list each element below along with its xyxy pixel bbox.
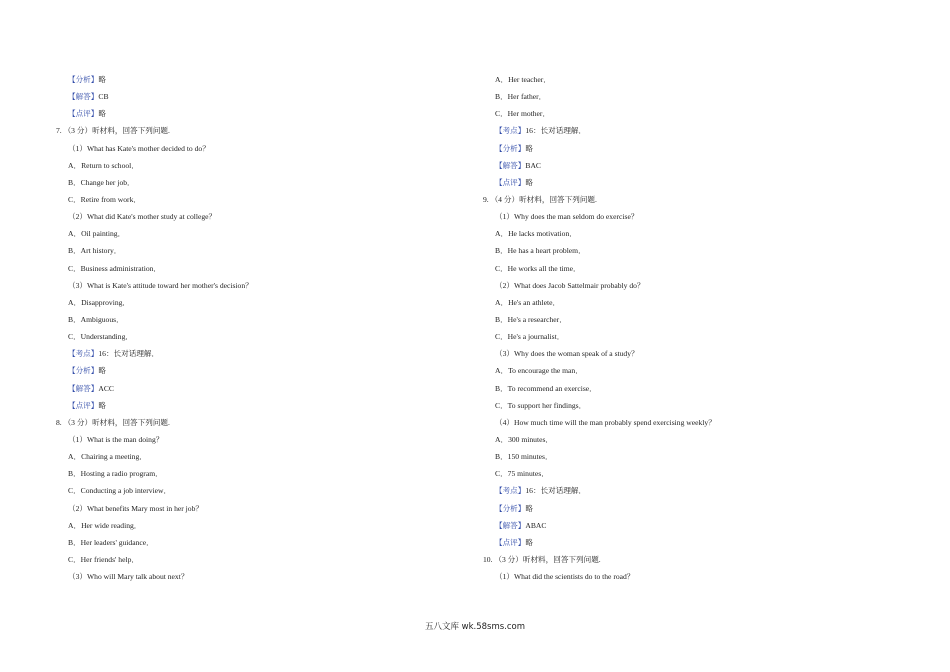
answer-option: C．Her mother． [495, 109, 551, 119]
sub-question: （1）What has Kate's mother decided to do？ [68, 143, 210, 153]
answer-option: C．To support her findings． [495, 400, 587, 410]
answer-option: C．75 minutes． [495, 469, 549, 479]
sub-question: （4）How much time will the man probably spend exercising weekly？ [495, 417, 716, 427]
tag-text: 略 [98, 75, 106, 84]
tag-label: 【考点】 [68, 349, 99, 359]
tag-text: CB [98, 92, 109, 102]
answer-option: A．Her teacher． [495, 75, 551, 84]
tag-text: 16：长对话理解． [525, 486, 587, 496]
answer-tag-line [56, 345, 456, 362]
answer-option: B．Change her job． [68, 177, 135, 187]
answer-option: C．Her friends' help． [68, 554, 139, 564]
answer-tag-line [483, 174, 903, 191]
tag-label: 【解答】 [68, 92, 99, 102]
answer-option: B．He's a researcher． [495, 314, 567, 324]
answer-option: C．He works all the time． [495, 263, 581, 273]
tag-text: ABAC [525, 520, 547, 530]
answer-tag-line [56, 105, 456, 122]
sub-question: （3）Who will Mary talk about next？ [68, 572, 189, 582]
sub-question: （2）What does Jacob Sattelmair probably do？ [495, 280, 645, 290]
answer-option: B．Ambiguous． [68, 314, 124, 324]
answer-tag-line [483, 517, 903, 534]
answer-option: C．Retire from work． [68, 194, 141, 204]
answer-option: A．To encourage the man． [495, 366, 583, 376]
answer-option: B．He has a heart problem． [495, 246, 586, 256]
answer-option: A．He's an athlete． [495, 297, 561, 307]
question-heading: 7. （3 分）听材料，回答下列问题. [56, 126, 170, 136]
tag-label: 【点评】 [68, 400, 99, 410]
answer-tag-line [483, 122, 903, 139]
sub-question: （1）What is the man doing？ [68, 434, 164, 444]
question-heading: 8. （3 分）听材料，回答下列问题. [56, 417, 170, 427]
answer-option: A．Disapproving． [68, 297, 131, 307]
left-column [56, 71, 456, 585]
answer-tag-line [483, 140, 903, 157]
answer-tag-line [483, 534, 903, 551]
answer-tag-line [483, 500, 903, 517]
tag-text: 略 [525, 537, 533, 547]
tag-label: 【点评】 [495, 177, 526, 187]
tag-text: 16：长对话理解． [525, 126, 587, 136]
sub-question: （2）What did Kate's mother study at college？ [68, 212, 217, 222]
tag-label: 【解答】 [68, 383, 99, 393]
answer-option: C．Conducting a job interview． [68, 486, 172, 496]
tag-text: 略 [525, 143, 533, 153]
answer-option: A．300 minutes． [495, 434, 554, 444]
sub-question: （1）What did the scientists do to the road？ [495, 572, 635, 582]
answer-option: A．Oil painting． [68, 229, 126, 239]
sub-question: （2）What benefits Mary most in her job？ [68, 503, 203, 513]
answer-option: C．Understanding． [68, 332, 133, 342]
sub-question: （3）Why does the woman speak of a study？ [495, 349, 639, 359]
right-column [483, 71, 903, 585]
answer-option: A．Return to school． [68, 160, 139, 170]
answer-option: B．Hosting a radio program． [68, 469, 163, 479]
answer-tag-line [56, 380, 456, 397]
answer-tag-line [483, 157, 903, 174]
tag-label: 【解答】 [495, 520, 526, 530]
tag-text: ACC [98, 383, 114, 393]
tag-text: BAC [525, 160, 541, 170]
tag-text: 略 [525, 503, 533, 513]
tag-text: 略 [98, 366, 106, 376]
tag-text: 略 [98, 109, 106, 119]
answer-option: B．150 minutes． [495, 452, 553, 462]
tag-label: 【考点】 [495, 486, 526, 496]
answer-tag-line [56, 397, 456, 414]
tag-label: 【分析】 [68, 75, 99, 84]
answer-option: A．Her wide reading． [68, 520, 142, 530]
sub-question: （3）What is Kate's attitude toward her mother's decision？ [68, 280, 253, 290]
tag-label: 【分析】 [68, 366, 99, 376]
question-heading: 9. （4 分）听材料，回答下列问题. [483, 194, 597, 204]
answer-option: C．Business administration． [68, 263, 162, 273]
tag-label: 【分析】 [495, 503, 526, 513]
tag-text: 略 [98, 400, 106, 410]
answer-tag-line [483, 482, 903, 499]
answer-tag-line [56, 362, 456, 379]
tag-label: 【点评】 [495, 537, 526, 547]
answer-option: B．Her leaders' guidance． [68, 537, 154, 547]
tag-text: 略 [525, 177, 533, 187]
question-heading: 10. （3 分）听材料，回答下列问题. [483, 554, 601, 564]
answer-tag-line [56, 71, 456, 88]
tag-label: 【点评】 [68, 109, 99, 119]
answer-option: B．Her father． [495, 92, 547, 102]
answer-option: A．He lacks motivation． [495, 229, 577, 239]
tag-label: 【考点】 [495, 126, 526, 136]
answer-option: A．Chairing a meeting． [68, 452, 147, 462]
page-footer: 五八文库 wk.58sms.com [424, 622, 526, 632]
answer-option: B．Art history． [68, 246, 122, 256]
sub-question: （1）Why does the man seldom do exercise？ [495, 212, 639, 222]
tag-label: 【分析】 [495, 143, 526, 153]
tag-text: 16：长对话理解． [98, 349, 160, 359]
answer-tag-line [56, 88, 456, 105]
answer-option: B．To recommend an exercise． [495, 383, 597, 393]
tag-label: 【解答】 [495, 160, 526, 170]
answer-option: C．He's a journalist． [495, 332, 565, 342]
